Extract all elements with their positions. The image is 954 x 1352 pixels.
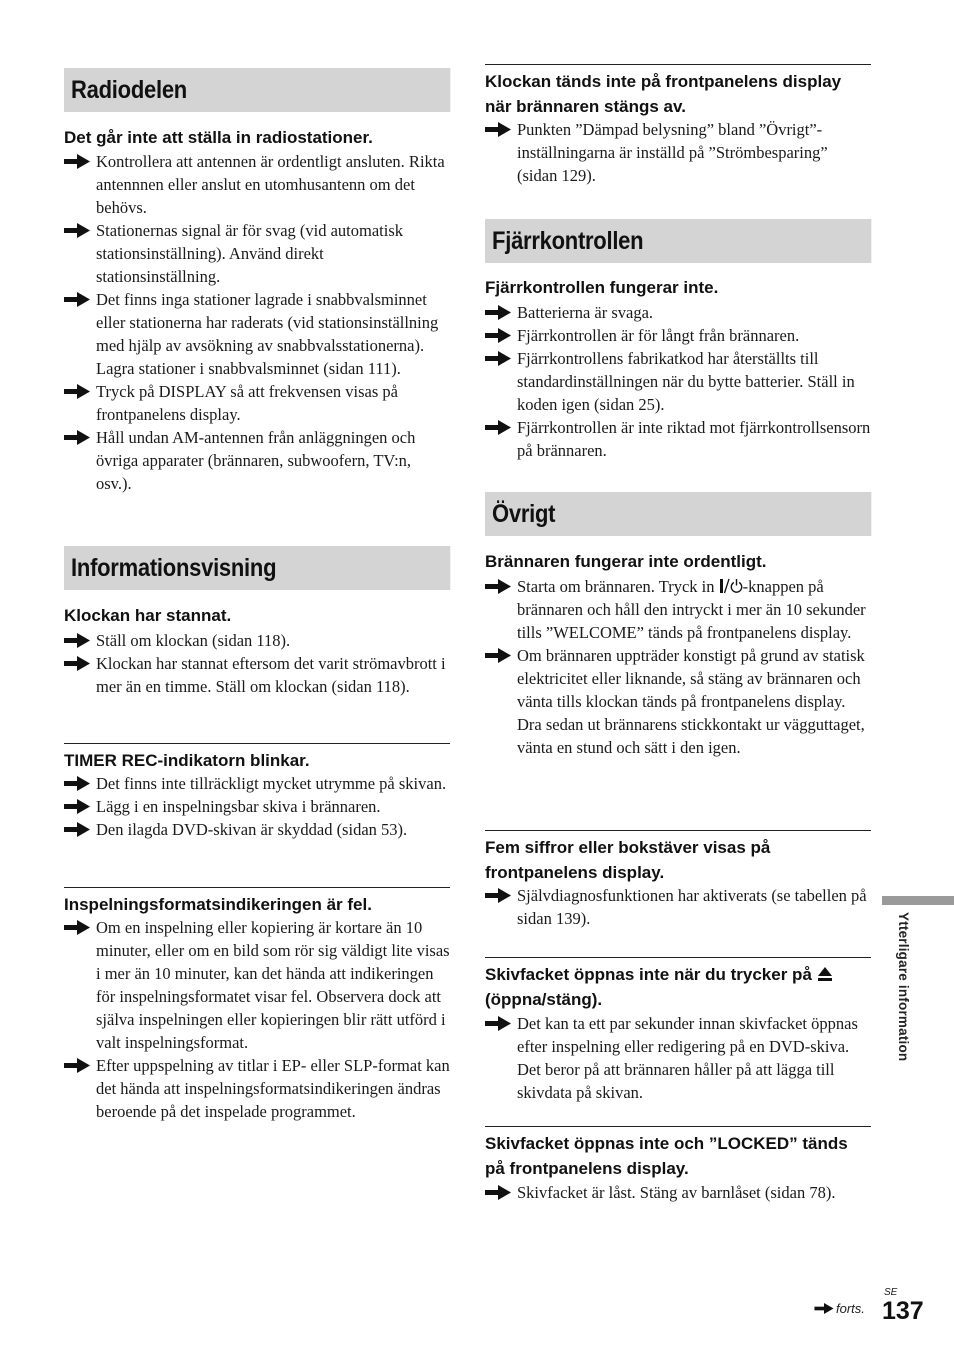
problem-heading-remote: Fjärrkontrollen fungerar inte. [485, 278, 719, 297]
arrow-right-icon [64, 656, 90, 671]
arrow-right-icon [64, 822, 90, 837]
list-item: Tryck på DISPLAY så att frekvensen visas på frontpanelens display. [64, 380, 450, 426]
continued-note: forts. [814, 1301, 865, 1316]
arrow-right-icon [485, 648, 511, 663]
list-item: Håll undan AM-antennen från anläggningen och övriga apparater (brännaren, subwoofern, TV:n, osv.). [64, 426, 450, 495]
problem-heading-five-digits: Fem siffror eller bokstäver visas på frontpanelens display. [485, 830, 871, 885]
list-item: Det finns inga stationer lagrade i snabbvalsminnet eller stationerna har raderats (vid stationsinställning med hjälp av avsökning av snabbvalsstationerna). Lagra stationer i snabbvalsminnet (sidan 111). [64, 288, 450, 380]
arrow-right-icon [814, 1303, 834, 1314]
problem-heading-clock-display: Klockan tänds inte på frontpanelens display när brännaren stängs av. [485, 64, 871, 119]
arrow-right-icon [64, 633, 90, 648]
section-heading-radio: Radiodelen [64, 68, 450, 112]
list-item: Batterierna är svaga. [485, 301, 871, 324]
arrow-right-icon [64, 799, 90, 814]
list-item: Lägg i en inspelningsbar skiva i brännaren. [64, 795, 450, 818]
remedy-list-locked [485, 1181, 871, 1204]
remedy-list-disc-tray [485, 1012, 871, 1104]
arrow-right-icon [64, 384, 90, 399]
remedy-list-timer-rec [64, 772, 450, 841]
section-heading-info: Informationsvisning [64, 546, 450, 590]
chapter-label: Ytterligare information [896, 912, 911, 1062]
arrow-right-icon [64, 920, 90, 935]
remedy-list-malfunction [485, 575, 871, 759]
arrow-right-icon [485, 328, 511, 343]
list-item: Den ilagda DVD-skivan är skyddad (sidan 53). [64, 818, 450, 841]
list-item: Efter uppspelning av titlar i EP- eller SLP-format kan det hända att inspelningsformatsindikeringen ändras beroende på det inspelade programmet. [64, 1054, 450, 1123]
arrow-right-icon [485, 888, 511, 903]
arrow-right-icon [485, 420, 511, 435]
section-heading-remote: Fjärrkontrollen [485, 219, 871, 263]
list-item: Starta om brännaren. Tryck in -knappen på brännaren och håll den intryckt i mer än 10 sekunder tills ”WELCOME” tänds på frontpanelens display. [485, 575, 871, 644]
arrow-right-icon [485, 579, 511, 594]
arrow-right-icon [485, 305, 511, 320]
arrow-right-icon [64, 430, 90, 445]
list-item: Det finns inte tillräckligt mycket utrymme på skivan. [64, 772, 450, 795]
arrow-right-icon [485, 351, 511, 366]
problem-heading-rec-format: Inspelningsformatsindikeringen är fel. [64, 887, 450, 917]
remedy-list-radio [64, 150, 450, 495]
problem-heading-clock-stopped: Klockan har stannat. [64, 606, 232, 625]
problem-heading-malfunction: Brännaren fungerar inte ordentligt. [485, 552, 767, 571]
list-item: Om en inspelning eller kopiering är kortare än 10 minuter, eller om en bild som rör sig väldigt lite visas i mer än 10 minuter, kan det hända att indikeringen för inspelningsformatet visar fel. Observera dock att själva inspelningen eller kopieringen blir rätt utförd i valt inspelningsformat. [64, 916, 450, 1054]
list-item: Fjärrkontrollen är för långt från brännaren. [485, 324, 871, 347]
chapter-tab [882, 896, 954, 905]
list-item: Det kan ta ett par sekunder innan skivfacket öppnas efter inspelning eller redigering på en DVD-skiva. Det beror på att brännaren håller på att lägga till skivdata på skivan. [485, 1012, 871, 1104]
arrow-right-icon [64, 223, 90, 238]
remedy-list-clock-display [485, 118, 871, 187]
language-code: SE [884, 1287, 898, 1298]
list-item: Klockan har stannat eftersom det varit strömavbrott i mer än en timme. Ställ om klockan (sidan 118). [64, 652, 450, 698]
eject-icon [817, 966, 833, 982]
list-item: Om brännaren uppträder konstigt på grund av statisk elektricitet eller liknande, så stäng av brännaren och vänta tills klockan tänds på frontpanelens display. Dra sedan ut brännarens stickkontakt ur vägguttaget, vänta en stund och sätt i den igen. [485, 644, 871, 759]
remedy-list-five-digits [485, 884, 871, 930]
list-item: Punkten ”Dämpad belysning” bland ”Övrigt”-inställningarna är inställd på ”Strömbesparing” (sidan 129). [485, 118, 871, 187]
arrow-right-icon [485, 1016, 511, 1031]
problem-heading-disc-tray: Skivfacket öppnas inte när du trycker på (öppna/stäng). [485, 957, 871, 1012]
arrow-right-icon [64, 776, 90, 791]
list-item: Fjärrkontrollens fabrikatkod har återställts till standardinställningen när du bytte batterier. Ställ in koden igen (sidan 25). [485, 347, 871, 416]
list-item: Självdiagnosfunktionen har aktiverats (se tabellen på sidan 139). [485, 884, 871, 930]
list-item: Fjärrkontrollen är inte riktad mot fjärrkontrollsensorn på brännaren. [485, 416, 871, 462]
arrow-right-icon [64, 154, 90, 169]
list-item: Kontrollera att antennen är ordentligt ansluten. Rikta antennnen eller anslut en utomhusantenn om det behövs. [64, 150, 450, 219]
remedy-list-rec-format [64, 916, 450, 1123]
problem-heading-locked: Skivfacket öppnas inte och ”LOCKED” tänds på frontpanelens display. [485, 1126, 871, 1181]
list-item: Ställ om klockan (sidan 118). [64, 629, 450, 652]
page-number: 137 [882, 1297, 924, 1325]
remedy-list-remote [485, 301, 871, 462]
arrow-right-icon [485, 1185, 511, 1200]
section-heading-other: Övrigt [485, 492, 871, 536]
power-icon [719, 578, 743, 594]
problem-heading-radio-stations: Det går inte att ställa in radiostationer. [64, 128, 373, 147]
arrow-right-icon [485, 122, 511, 137]
list-item: Stationernas signal är för svag (vid automatisk stationsinställning). Använd direkt stationsinställning. [64, 219, 450, 288]
remedy-list-clock [64, 629, 450, 698]
arrow-right-icon [64, 1058, 90, 1073]
problem-heading-timer-rec: TIMER REC-indikatorn blinkar. [64, 743, 450, 773]
arrow-right-icon [64, 292, 90, 307]
list-item: Skivfacket är låst. Stäng av barnlåset (sidan 78). [485, 1181, 871, 1204]
